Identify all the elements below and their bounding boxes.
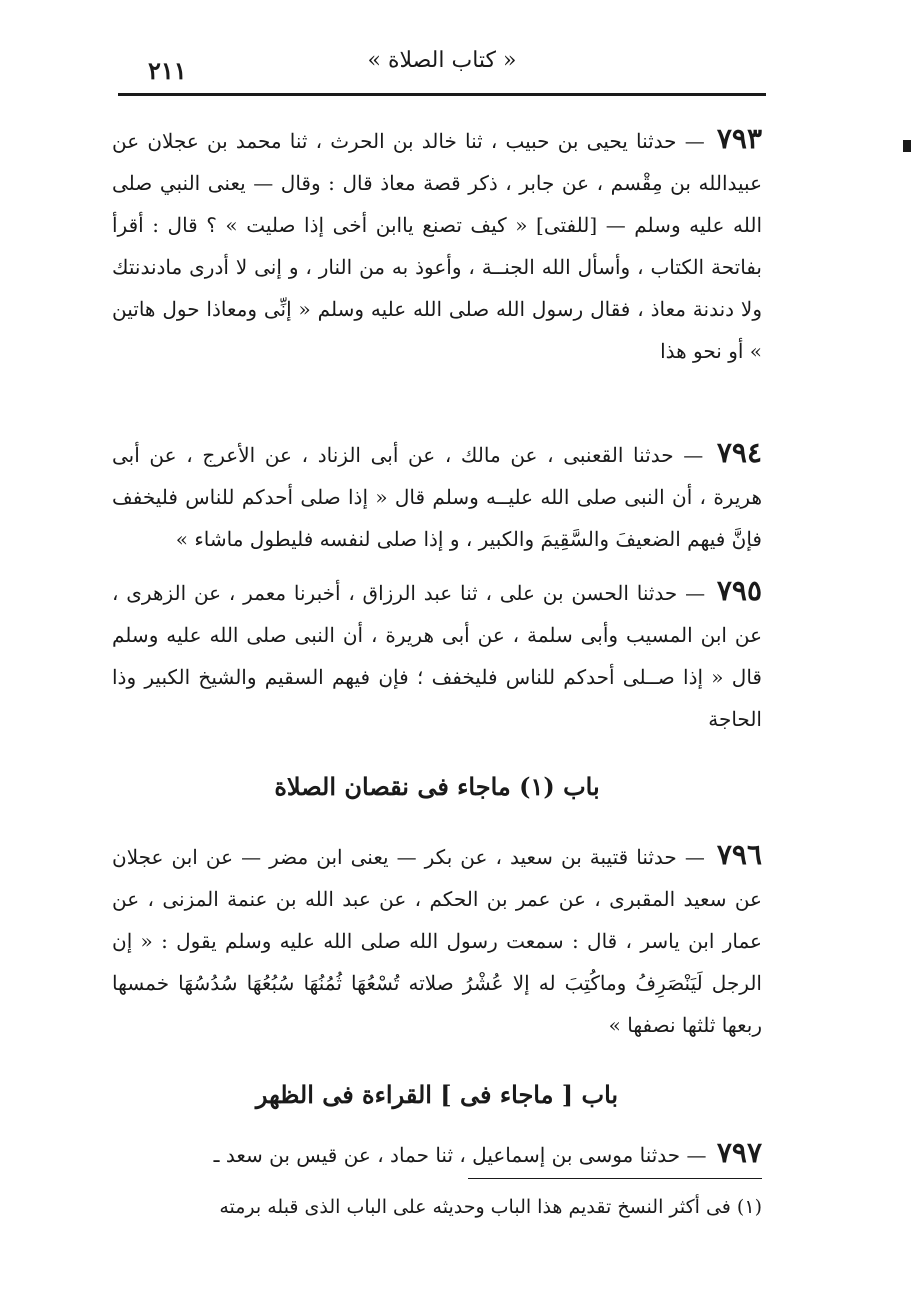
chapter-heading: باب [ ماجاء فى ] القراءة فى الظهر — [255, 1080, 619, 1109]
footnote: (١) فى أكثر النسخ تقديم هذا الباب وحديثه على الباب الذى قبله برمته — [219, 1196, 762, 1218]
page-number: ٢١١ — [148, 56, 187, 85]
running-title: « كتاب الصلاة » — [367, 48, 517, 73]
hadith-paragraph — [112, 432, 762, 560]
hadith-text: — حدثنا يحيى بن حبيب ، ثنا خالد بن الحرث ، ثنا محمد بن عجلان عن عبيدالله بن مِقْسم ، عن جابر ، ذكر قصة معاذ قال : وقال — يعنى النبي صلى الله عليه وسلم — [للفتى] « كيف تصنع ياابن أخى إذا صليت » ؟ قال : أقرأ بفاتحة الكتاب ، وأسأل الله الجنــة ، وأعوذ به من النار ، و إنى لا أدرى مادندنتك ولا دندنة معاذ ، فقال رسول الله صلى الله عليه وسلم « إنِّى ومعاذا حول هاتين » أو نحو هذا — [112, 129, 762, 363]
hadith-paragraph — [112, 118, 762, 372]
hadith-paragraph — [112, 1132, 762, 1176]
hadith-paragraph — [112, 834, 762, 1046]
hadith-text: — حدثنا الحسن بن على ، ثنا عبد الرزاق ، أخبرنا معمر ، عن الزهرى ، عن ابن المسيب وأبى سلمة ، عن أبى هريرة ، أن النبى صلى الله عليه وسلم قال « إذا صــلى أحدكم للناس فليخفف ؛ فإن فيهم السقيم والشيخ الكبير وذا الحاجة — [112, 581, 762, 731]
hadith-number: ٧٩٦ — [716, 838, 762, 871]
hadith-number: ٧٩٤ — [716, 436, 763, 469]
page-header — [118, 38, 766, 98]
header-rule — [118, 93, 766, 96]
hadith-text: — حدثنا القعنبى ، عن مالك ، عن أبى الزناد ، عن الأعرج ، عن أبى هريرة ، أن النبى صلى الله عليــه وسلم قال « إذا صلى أحدكم للناس فليخفف فإنَّ فيهم الضعيفَ والسَّقِيمَ والكبير ، و إذا صلى لنفسه فليطول ماشاء » — [112, 443, 762, 551]
hadith-text: — حدثنا موسى بن إسماعيل ، ثنا حماد ، عن قيس بن سعد ـ — [213, 1143, 707, 1167]
hadith-text: — حدثنا قتيبة بن سعيد ، عن بكر — يعنى ابن مضر — عن ابن عجلان عن سعيد المقبرى ، عن عمر بن الحكم ، عن عبد الله بن عنمة المزنى ، عن عمار ابن ياسر ، قال : سمعت رسول الله صلى الله عليه وسلم يقول : « إن الرجل لَيَنْصَرِفُ وماكُتِبَ له إلا عُشْرُ صلاته تُسْعُهَا ثُمُنُهَا سُبُعُهَا سُدُسُهَا خمسها ربعها ثلثها نصفها » — [112, 845, 762, 1037]
chapter-heading: باب (١) ماجاء فى نقصان الصلاة — [274, 772, 600, 801]
hadith-number: ٧٩٥ — [716, 574, 763, 607]
hadith-paragraph — [112, 570, 762, 740]
hadith-number: ٧٩٧ — [716, 1136, 762, 1169]
margin-mark — [903, 140, 911, 152]
footnote-rule — [468, 1178, 762, 1179]
hadith-number: ٧٩٣ — [716, 122, 763, 155]
